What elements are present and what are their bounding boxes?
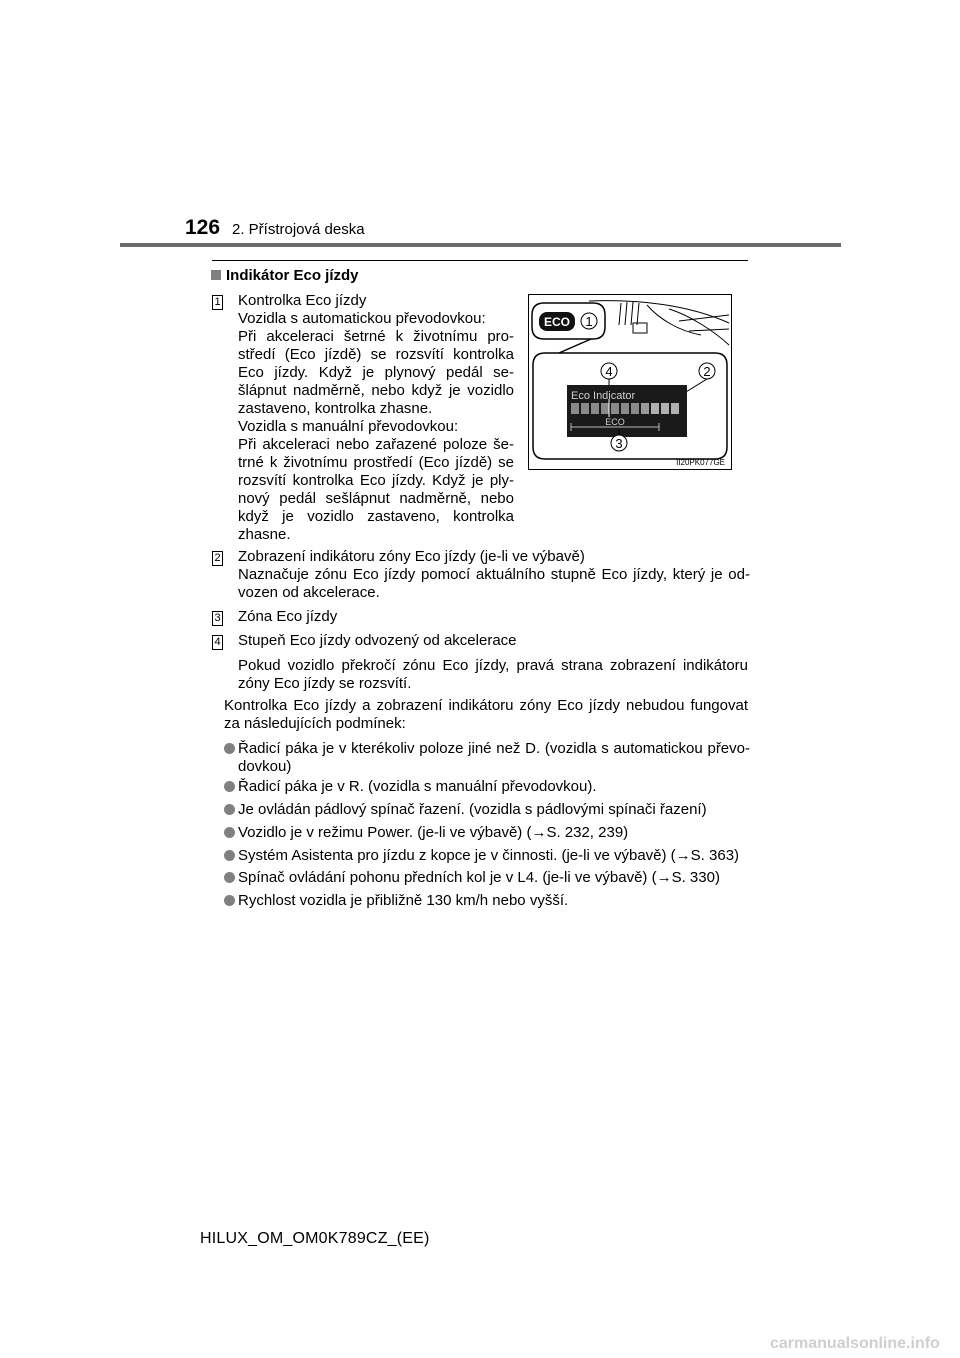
text-line: Zobrazení indikátoru zóny Eco jízdy (je-li ve výbavě) (238, 548, 585, 565)
bullet-item (224, 869, 750, 887)
text-line: Spínač ovládání pohonu předních kol je v L4. (je-li ve výbavě) (→S. 330) (238, 869, 720, 886)
item-number-3: 3 (212, 611, 223, 626)
item-number-2: 2 (212, 551, 223, 566)
document-code: HILUX_OM_OM0K789CZ_(EE) (200, 1230, 430, 1247)
text-line: zóny Eco jízdy se rozsvítí. (238, 675, 412, 692)
text-line: Řadicí páka je v kterékoliv poloze jiné než D. (vozidla s automatickou převo- (238, 740, 750, 757)
text-line: trné k životnímu prostředí (Eco jízdě) se (238, 454, 514, 471)
text-line: Kontrolka Eco jízdy (238, 292, 367, 309)
text-line: vozen od akcelerace. (238, 584, 380, 601)
text-line: Rychlost vozidla je přibližně 130 km/h nebo vyšší. (238, 892, 569, 909)
callout-3-number: 3 (615, 436, 623, 451)
round-bullet-icon (224, 895, 235, 906)
display-title: Eco Indicator (571, 390, 636, 402)
text-line: zhasne. (238, 526, 291, 543)
text-line: Vozidlo je v režimu Power. (je-li ve výbavě) (→S. 232, 239) (238, 824, 629, 841)
paragraph-conditions (224, 697, 748, 733)
item-number-1: 1 (212, 295, 223, 310)
bullet-item (224, 778, 750, 796)
header-rule (120, 243, 841, 247)
page-number: 126 (185, 216, 221, 239)
text-line: Pokud vozidlo překročí zónu Eco jízdy, pravá strana zobrazení indikátoru (238, 657, 748, 674)
figure-code: II20PK077GE (676, 458, 725, 467)
text-line: za následujících podmínek: (224, 715, 406, 732)
text-line: Systém Asistenta pro jízdu z kopce je v činnosti. (je-li ve výbavě) (→S. 363) (238, 847, 740, 864)
section-title-text: Indikátor Eco jízdy (226, 267, 359, 284)
round-bullet-icon (224, 872, 235, 883)
text-line: Při akceleraci nebo zařazené poloze še- (238, 436, 514, 453)
bullet-item (224, 847, 750, 865)
round-bullet-icon (224, 743, 235, 754)
text-line: šlápnut nadměrně, nebo když je vozidlo (238, 382, 514, 399)
bullet-item (224, 740, 750, 776)
eco-indicator-figure (528, 294, 732, 470)
item-3-text: Zóna Eco jízdy (238, 608, 338, 625)
text-line: nový pedál sešlápnut nadměrně, nebo (238, 490, 514, 507)
bullet-item (224, 892, 750, 910)
text-line: Je ovládán pádlový spínač řazení. (vozidla s pádlovými spínači řazení) (238, 801, 707, 818)
round-bullet-icon (224, 827, 235, 838)
text-line: Řadicí páka je v R. (vozidla s manuální převodovkou). (238, 778, 597, 795)
eco-indicator-illustration (529, 295, 731, 469)
eco-lamp-label: ECO (543, 315, 571, 329)
text-line: Při akceleraci šetrné k životnímu pro- (238, 328, 514, 345)
callout-2-number: 2 (703, 364, 711, 379)
round-bullet-icon (224, 804, 235, 815)
text-line: když je vozidlo zastaveno, kontrolka (238, 508, 514, 525)
text-line: Vozidla s manuální převodovkou: (238, 418, 459, 435)
paragraph-eco-zone (238, 657, 748, 693)
item-2-text (238, 548, 750, 602)
text-line: středí (Eco jízdě) se rozsvítí kontrolka (238, 346, 514, 363)
text-line: zastaveno, kontrolka zhasne. (238, 400, 433, 417)
callout-1-number: 1 (585, 314, 593, 329)
round-bullet-icon (224, 781, 235, 792)
text-line: Kontrolka Eco jízdy a zobrazení indikátoru zóny Eco jízdy nebudou fungovat (224, 697, 748, 714)
text-line: Eco jízdy. Když je plynový pedál se- (238, 364, 514, 381)
bullet-item (224, 801, 750, 819)
section-rule (212, 260, 748, 261)
eco-level-bars (571, 403, 679, 414)
bullet-item (224, 824, 750, 842)
chapter-title: 2. Přístrojová deska (232, 221, 365, 238)
text-line: Naznačuje zónu Eco jízdy pomocí aktuálního stupně Eco jízdy, který je od- (238, 566, 750, 583)
section-title (211, 267, 359, 284)
square-bullet-icon (211, 270, 221, 280)
item-1-text (238, 292, 514, 544)
item-number-4: 4 (212, 635, 223, 650)
text-line: rozsvítí kontrolka Eco jízdy. Když je ply- (238, 472, 514, 489)
callout-4-number: 4 (605, 364, 613, 379)
text-line: Vozidla s automatickou převodovkou: (238, 310, 486, 327)
item-4-text: Stupeň Eco jízdy odvozený od akcelerace (238, 632, 517, 649)
eco-zone-label: ECO (605, 417, 625, 427)
watermark: carmanualsonline.info (770, 1335, 940, 1352)
round-bullet-icon (224, 850, 235, 861)
text-line: dovkou) (238, 758, 292, 775)
